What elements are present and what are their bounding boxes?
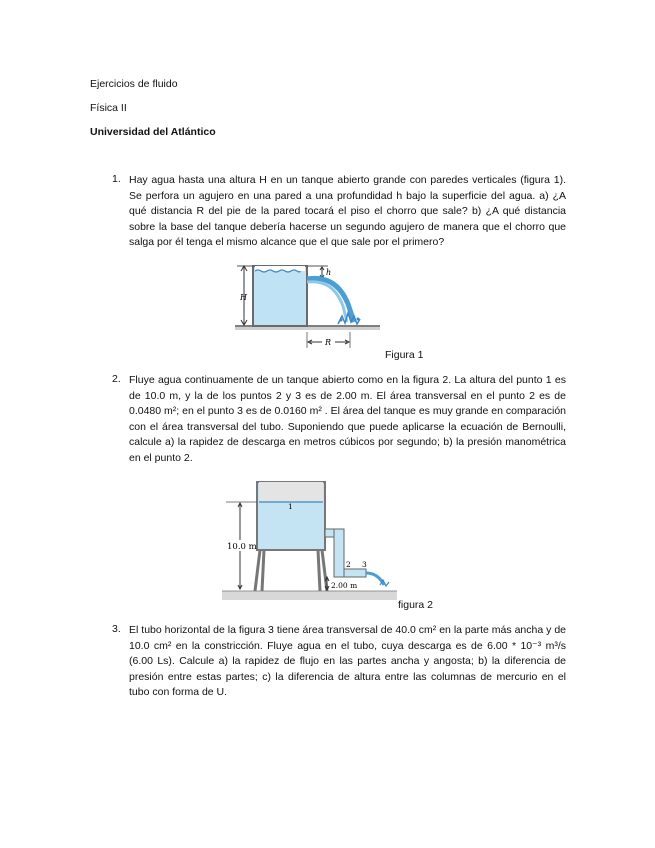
exercise-number: 3. [112, 623, 121, 635]
figure-1-label-H: H [240, 293, 247, 302]
figure-1-tank-diagram [230, 262, 400, 352]
document-title: Ejercicios de fluido [90, 78, 178, 90]
figure-1-label-R: R [325, 338, 332, 347]
exercise-text: El tubo horizontal de la figura 3 tiene área transversal de 40.0 cm² en la parte más ancha y de 10.0 cm² en la constricción. Fluye agua en el tubo, cuya descarga es de 6.00 * 10⁻³ m³/s (6.00 Ls). Calcule a) la rapidez de flujo en las partes ancha y angosta; b) la diferencia de presión entre estas partes; c) la diferencia de altura entre las columnas de mercurio en el tubo con forma de U. [129, 624, 566, 698]
figure-1-caption: Figura 1 [385, 349, 424, 361]
exercise-number: 1. [112, 173, 121, 185]
figure-2-label-3: 3 [362, 560, 367, 569]
figure-2-label-height: 10.0 m [227, 542, 257, 552]
figure-1-label-h: h [326, 268, 332, 277]
exercise-number: 2. [112, 373, 121, 385]
figure-2-label-base: 2.00 m [331, 581, 358, 590]
university-name: Universidad del Atlántico [90, 126, 216, 138]
figure-2-tank-diagram [222, 477, 397, 602]
exercise-text: Hay agua hasta una altura H en un tanque abierto grande con paredes verticales (figura 1). Se perfora un agujero en una pared a una profundidad h bajo la superficie del agua. a) ¿A qué distancia R del pie de la pared tocará el piso el chorro que sale? b) ¿A qué distancia sobre la base del tanque debería hacerse un segundo agujero de manera que el chorro que salga por él tenga el mismo alcance que el que sale por el primero? [129, 174, 566, 248]
exercise-text: Fluye agua continuamente de un tanque abierto como en la figura 2. La altura del punto 1 es de 10.0 m, y la de los puntos 2 y 3 es de 2.00 m. El área transversal en el punto 2 es de 0.0480 m²; en el punto 3 es de 0.0160 m² . El área del tanque es muy grande en comparación con el área transversal del tubo. Suponiendo que puede aplicarse la ecuación de Bernoulli, calcule a) la rapidez de descarga en metros cúbicos por segundo; b) la presión manométrica en el punto 2. [129, 374, 566, 464]
figure-2-caption: figura 2 [398, 599, 434, 611]
figure-2-label-2: 2 [346, 560, 351, 569]
course-name: Física II [90, 102, 127, 114]
figure-2-label-1: 1 [288, 502, 293, 511]
